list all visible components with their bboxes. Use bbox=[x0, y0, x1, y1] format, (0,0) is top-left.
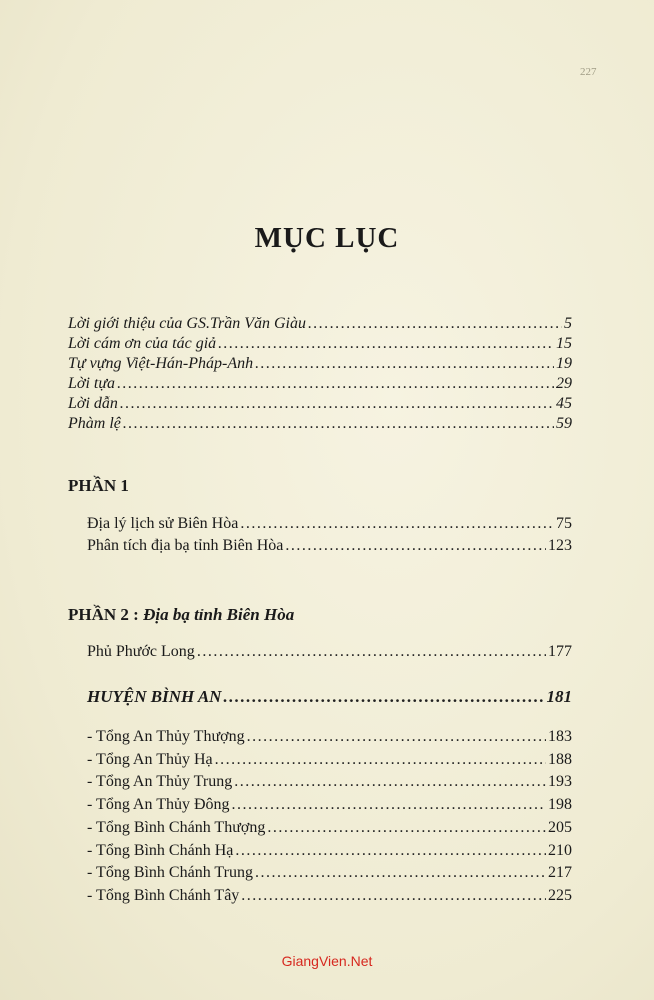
toc-entry-label: Tự vựng Việt-Hán-Pháp-Anh bbox=[68, 355, 254, 372]
leader-dots bbox=[240, 514, 554, 534]
toc-entry-foreword[interactable] bbox=[68, 314, 572, 334]
toc-entry-district[interactable] bbox=[87, 687, 572, 707]
toc-entry-acknowledgements[interactable] bbox=[68, 334, 572, 354]
toc-entry-label: - Tổng Bình Chánh Thượng bbox=[87, 819, 266, 836]
toc-entry-land-register-analysis[interactable] bbox=[87, 536, 572, 556]
toc-entry-page: 181 bbox=[546, 687, 572, 706]
leader-dots bbox=[241, 886, 546, 906]
toc-entry-label: - Tổng Bình Chánh Trung bbox=[87, 864, 253, 881]
leader-dots bbox=[247, 727, 546, 747]
leader-dots bbox=[215, 750, 546, 770]
toc-entry-canton[interactable] bbox=[87, 841, 572, 861]
toc-entry-label: - Tổng An Thủy Đông bbox=[87, 796, 230, 813]
leader-dots bbox=[123, 414, 554, 434]
leader-dots bbox=[223, 687, 544, 707]
leader-dots bbox=[235, 841, 546, 861]
toc-entry-canton[interactable] bbox=[87, 886, 572, 906]
toc-entry-label: - Tổng An Thủy Trung bbox=[87, 773, 233, 790]
leader-dots bbox=[120, 394, 554, 414]
toc-entry-canton[interactable] bbox=[87, 772, 572, 792]
toc-entry-label: HUYỆN BÌNH AN bbox=[87, 687, 222, 706]
part2-heading-label: PHẦN 2 : bbox=[68, 605, 144, 624]
toc-entry-label: Phủ Phước Long bbox=[87, 643, 195, 660]
toc-entry-label: Phân tích địa bạ tỉnh Biên Hòa bbox=[87, 537, 284, 554]
toc-entry-canton[interactable] bbox=[87, 863, 572, 883]
toc-entry-label: Địa lý lịch sử Biên Hòa bbox=[87, 515, 239, 532]
toc-entry-page: 5 bbox=[564, 315, 572, 332]
toc-entry-label: Lời dẫn bbox=[68, 395, 118, 412]
leader-dots bbox=[232, 795, 546, 815]
leader-dots bbox=[255, 354, 554, 374]
toc-entry-page: 123 bbox=[548, 537, 572, 554]
part2-subtitle: Địa bạ tỉnh Biên Hòa bbox=[143, 605, 295, 624]
part1-heading: PHẦN 1 bbox=[68, 476, 129, 495]
leader-dots bbox=[234, 772, 546, 792]
toc-entry-page: 198 bbox=[548, 796, 572, 813]
leader-dots bbox=[218, 334, 554, 354]
toc-entry-label: - Tổng An Thủy Thượng bbox=[87, 728, 245, 745]
toc-entry-canton[interactable] bbox=[87, 818, 572, 838]
toc-entry-label: Phàm lệ bbox=[68, 415, 121, 432]
leader-dots bbox=[197, 642, 546, 662]
leader-dots bbox=[285, 536, 546, 556]
toc-entry-page: 188 bbox=[548, 751, 572, 768]
leader-dots bbox=[267, 818, 546, 838]
toc-entry-glossary[interactable] bbox=[68, 354, 572, 374]
toc-entry-page: 45 bbox=[556, 395, 572, 412]
toc-entry-page: 59 bbox=[556, 415, 572, 432]
toc-entry-page: 29 bbox=[556, 375, 572, 392]
toc-entry-prefecture[interactable] bbox=[87, 642, 572, 662]
toc-entry-label: Lời cám ơn của tác giả bbox=[68, 335, 217, 352]
page-marker: 227 bbox=[580, 66, 597, 78]
toc-entry-page: 75 bbox=[556, 515, 572, 532]
toc-entry-canton[interactable] bbox=[87, 750, 572, 770]
toc-entry-label: Lời giới thiệu của GS.Trần Văn Giàu bbox=[68, 315, 306, 332]
toc-entry-page: 177 bbox=[548, 643, 572, 660]
toc-entry-label: - Tổng Bình Chánh Tây bbox=[87, 887, 240, 904]
toc-entry-label: - Tổng Bình Chánh Hạ bbox=[87, 842, 234, 859]
toc-entry-label: - Tổng An Thủy Hạ bbox=[87, 751, 213, 768]
toc-entry-canton[interactable] bbox=[87, 727, 572, 747]
leader-dots bbox=[308, 314, 562, 334]
toc-entry-preface[interactable] bbox=[68, 374, 572, 394]
site-watermark: GiangVien.Net bbox=[281, 953, 373, 969]
toc-entry-page: 217 bbox=[548, 864, 572, 881]
toc-entry-page: 225 bbox=[548, 887, 572, 904]
toc-entry-introduction[interactable] bbox=[68, 394, 572, 414]
leader-dots bbox=[255, 863, 546, 883]
toc-entry-page: 19 bbox=[556, 355, 572, 372]
toc-entry-page: 205 bbox=[548, 819, 572, 836]
toc-entry-conventions[interactable] bbox=[68, 414, 572, 434]
leader-dots bbox=[117, 374, 554, 394]
part2-heading bbox=[68, 605, 294, 625]
toc-entry-page: 193 bbox=[548, 773, 572, 790]
toc-entry-page: 183 bbox=[548, 728, 572, 745]
toc-entry-page: 15 bbox=[556, 335, 572, 352]
toc-entry-label: Lời tựa bbox=[68, 375, 116, 392]
toc-entry-page: 210 bbox=[548, 842, 572, 859]
toc-title: MỤC LỤC bbox=[254, 222, 400, 254]
toc-entry-canton[interactable] bbox=[87, 795, 572, 815]
toc-entry-historical-geography[interactable] bbox=[87, 514, 572, 534]
